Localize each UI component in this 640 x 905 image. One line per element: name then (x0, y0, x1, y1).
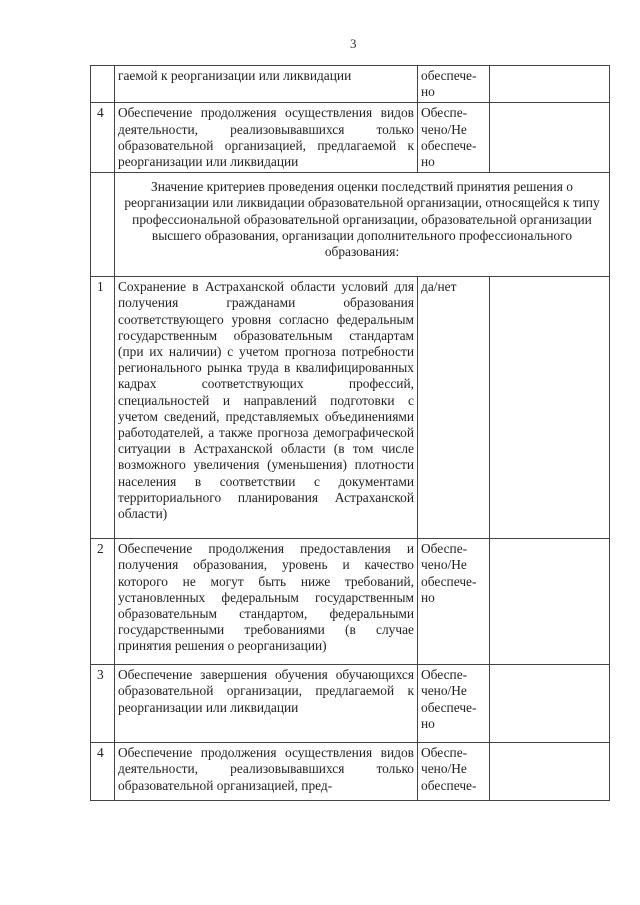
table-row (91, 277, 610, 539)
criterion-text: Обеспечение завершения обучения обучающихся образовательной организации, предлагаемой к реорганизации или ликвидации (115, 665, 418, 743)
row-number: 3 (91, 665, 115, 743)
criterion-value: да/нет (418, 277, 490, 539)
table-row (91, 103, 610, 173)
table-row (91, 665, 610, 743)
criterion-value: Обеспе-чено/Не обеспече-но (418, 103, 490, 173)
criterion-value: Обеспе-чено/Не обеспече-но (418, 665, 490, 743)
table-row (91, 539, 610, 665)
row-number: 1 (91, 277, 115, 539)
row-number: 4 (91, 103, 115, 173)
criterion-value: Обеспе-чено/Не обеспече-но (418, 539, 490, 665)
criterion-text: Обеспечение продолжения предоставления и получения образования, уровень и качество которого не могут быть ниже требований, установленных федеральным государственным образовательным стандартом, федеральными государственными требованиями (в случае принятия решения о реорганизации) (115, 539, 418, 665)
row-number: 2 (91, 539, 115, 665)
row-number (91, 66, 115, 103)
empty-cell (490, 665, 610, 743)
section-header: Значение критериев проведения оценки последствий принятия решения о реорганизации или ликвидации образовательной организации, относящейся к типу профессиональной образовательной организации, образовательной организации высшего образования, организации дополнительного профессионального образования: (115, 173, 610, 277)
criterion-text: Обеспечение продолжения осуществления видов деятельности, реализовывавшихся только образовательной организацией, предлагаемой к реорганизации или ликвидации (115, 103, 418, 173)
empty-cell (490, 103, 610, 173)
criteria-table (90, 65, 610, 801)
empty-cell (490, 66, 610, 103)
table-row (91, 743, 610, 801)
criterion-text: гаемой к реорганизации или ликвидации (115, 66, 418, 103)
criterion-text: Обеспечение продолжения осуществления видов деятельности, реализовывавшихся только образовательной организацией, пред- (115, 743, 418, 801)
empty-cell (490, 277, 610, 539)
table-row (91, 66, 610, 103)
empty-cell (490, 539, 610, 665)
page-number: 3 (350, 36, 357, 51)
section-header-row (91, 173, 610, 277)
row-number: 4 (91, 743, 115, 801)
criterion-value: Обеспе-чено/Не обеспече- (418, 743, 490, 801)
criterion-value: обеспече-но (418, 66, 490, 103)
empty-cell (91, 173, 115, 277)
criterion-text: Сохранение в Астраханской области условий для получения гражданами образования соответствующего уровня согласно федеральным государственным образовательным стандартам (при их наличии) с учетом прогноза потребности регионального рынка труда в квалифицированных кадрах соответствующих профессий, специальностей и направлений подготовки с учетом сведений, представляемых объединениями работодателей, а также прогноза демографической ситуации в Астраханской области (в том числе возможного увеличения (уменьшения) плотности населения в соответствии с документами территориального планирования Астраханской области) (115, 277, 418, 539)
empty-cell (490, 743, 610, 801)
